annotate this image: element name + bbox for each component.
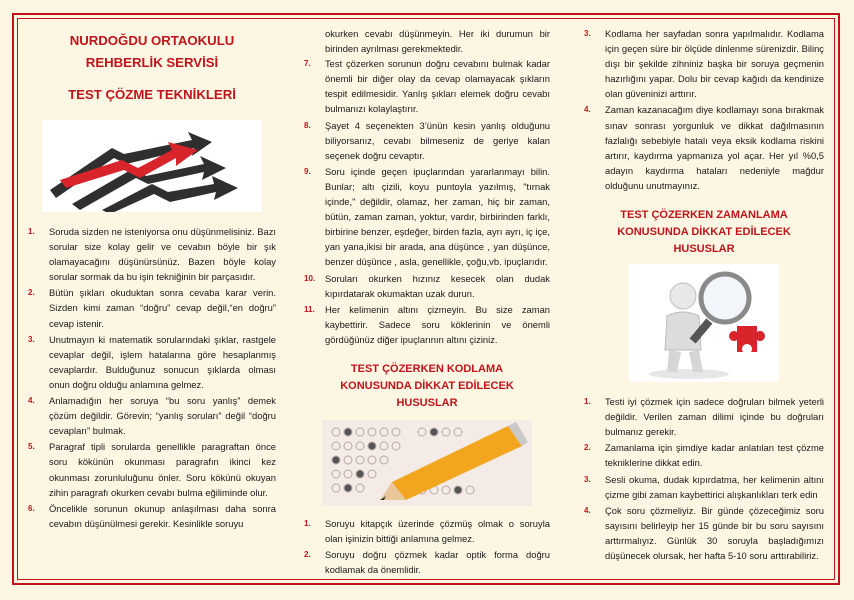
list-item: 2. Zamanlama için şimdiye kadar anlatılan test çözme tekniklerine dikkat edin. — [584, 442, 824, 469]
list-item: 2. Soruyu doğru çözmek kadar optik forma doğru kodlamak da önemlidir. — [304, 549, 550, 576]
list-item: 4. Çok soru çözmeliyiz. Bir günde çözeceğimiz soru sayısını belirleyip her 15 günde bir bu soru sayısını arttırmalıyız. Günlük 30 soruyla başladığımızı düşünecek olursak, her hafta 5-10 soru arttırabiliriz. — [584, 504, 824, 561]
list-item: 11. Her kelimenin altını çizmeyin. Bu size zaman kaybettirir. Sadece soru köklerinin ve önemli gördüğünüz diğer ipuçlarının altını çiziniz. — [304, 303, 550, 345]
column-2 — [304, 26, 550, 578]
list-item: 5. Paragraf tipli sorularda genellikle paragraftan önce soru kökünün okunması paragrafın ikinci kez okunması zorunluluğunu önler. Soru kökünü okuyan zihin paragrafı okurken cevabı bulma eğiliminde olur. — [28, 441, 276, 498]
column-1 — [28, 26, 276, 532]
list-item: 3. Kodlama her sayfadan sonra yapılmalıdır. Kodlama için geçen süre bir ölçüde dinlenme sürenizdir. Bilinç dışı bir şekilde zihniniz başka bir soruya geçmenin hazırlığını yapar. Dolu bir cevap kağıdı da kendinize olan güveninizi arttırır. — [584, 28, 824, 100]
list-item: 4. Anlamadığın her soruya “bu soru yanlış” demek çözüm değildir. Görevin; “yanlış soruları” değil “doğru cevapları” bulmak. — [28, 395, 276, 437]
continued-text: okurken cevabı düşünmeyin. Her iki durumun bir birinden ayrılması gerekmektedir. — [325, 28, 550, 55]
list-item: 9. Soru içinde geçen ipuçlarından yararlanmayı bilin. Bunlar; altı çizili, koyu puntoyla yazılmış, "tırnak içinde," değildir, olamaz, her zaman, hiç bir zaman, bütün, zaman zaman, yoktur, vardır, birbirinden farklı, birbirine benzer, eşdeğer, birden fazla, ayrı ayrı, iç içe, yan yana,ikisi bir arada, ana düşünce , yan düşünce, benzer düşünce , asla, genellikle, çoğu,vb. ipuçlarıdır. — [304, 165, 550, 268]
coding-section-heading: TEST ÇÖZERKEN KODLAMA KONUSUNDA DİKKAT EDİLECEK HUSUSLAR — [340, 362, 514, 409]
school-name: NURDOĞDU ORTAOKULU — [69, 33, 235, 48]
arrows-illustration — [42, 120, 262, 212]
column-3 — [584, 26, 824, 564]
answer-sheet-pencil-illustration — [322, 420, 532, 506]
list-item: 8. Şayet 4 seçenekten 3’ünün kesin yanlış olduğunu biliyorsanız, cevabı bilmeseniz de geriye kalan seçenek doğru cevaptır. — [304, 119, 550, 161]
list-item: 1. Soruda sizden ne isteniyorsa onu düşünmelisiniz. Bazı sorular size kolay gelir ve cevabın böyle bir şık olamayacağını düşünürsünüz. Bazen böyle kolay sorular sormak da bu işin tekniğinin bir parçasıdır. — [28, 226, 276, 283]
page-title: TEST ÇÖZME TEKNİKLERİ — [68, 87, 236, 102]
list-item: 3. Unutmayın ki matematik sorularındaki şıklar, rastgele cevaplar değil, işlem hatalarına göre hesaplanmış cevaplardır. Bulduğunuz sonucun şıklarda olması onun doğru olduğu anlamına gelmez. — [28, 333, 276, 390]
list-item: 1. Testi iyi çözmek için sadece doğruları bilmek yeterli değildir. Verilen zaman dilimi içinde bu doğruları bulmanız gerekir. — [584, 396, 824, 438]
magnifier-puzzle-figure-illustration — [629, 264, 779, 382]
service-name: REHBERLİK SERVİSİ — [85, 55, 219, 70]
list-item: 7. Test çözerken sorunun doğru cevabını bulmak kadar önemli bir diğer olay da cevap olamayacak şıkların tespit edilmesidir. Yanlış şıkları elemek doğru cevabı bulmanızı kolaylaştırır. — [304, 58, 550, 115]
list-item: 6. Öncelikle sorunun okunup anlaşılması daha sonra cevabın düşünülmesi gerekir. Kesinlikle soruyu — [28, 502, 276, 529]
list-item: 3. Sesli okuma, dudak kıpırdatma, her kelimenin altını çizme gibi zaman kaybettirici alışkanlıkları terk edin — [584, 473, 824, 500]
list-item: 2. Bütün şıkları okuduktan sonra cevaba karar verin. Sizden kimi zaman “doğru” cevap değil,“en doğru” cevap istenir. — [28, 287, 276, 329]
list-item: 10. Soruları okurken hızınız kesecek olan dudak kıpırdatarak okumaktan uzak durun. — [304, 272, 550, 299]
timing-section-heading: TEST ÇÖZERKEN ZAMANLAMA KONUSUNDA DİKKAT EDİLECEK HUSUSLAR — [617, 209, 791, 256]
list-item: 4. Zaman kazanacağım diye kodlamayı sona bırakmak sınav sonrası yorgunluk ve dikkat dağılmasının fazlalığı sebebiyle hatalı veya eksik kodlama riskini artırır, kaydırma yapmanıza yol açar. Her yıl %0,5 adayın kaydırma hataları nedeniyle mağdur olduğunu unutmayınız. — [584, 104, 824, 191]
list-item: 1. Soruyu kitapçık üzerinde çözmüş olmak o soruyla olan işinizin bittiği anlamına gelmez. — [304, 517, 550, 545]
